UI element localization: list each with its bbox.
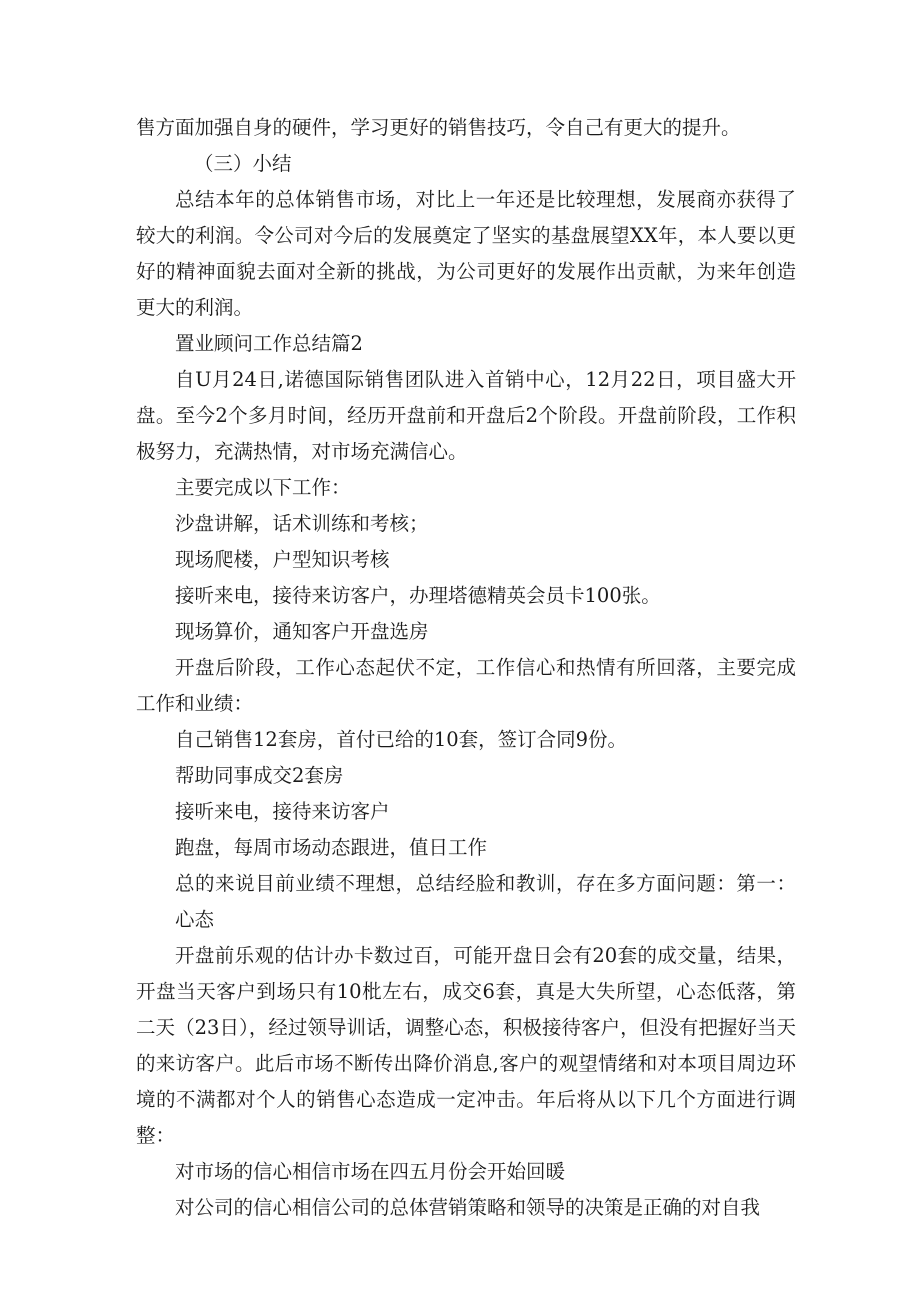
- article-title: 置业顾问工作总结篇2: [175, 332, 363, 355]
- paragraph: 自U月24日,诺德国际销售团队进入首销中心，12月22日，项目盛大开盘。至今2个多月时间，经历开盘前和开盘后2个阶段。开盘前阶段，工作积极努力，充满热情，对市场充满信心。: [136, 368, 796, 463]
- list-item: 接听来电，接待来访客户，办理塔德精英会员卡100张。: [175, 584, 661, 607]
- section-heading: （三）小结: [194, 152, 292, 175]
- list-item: 沙盘讲解，话术训练和考核；: [175, 512, 429, 535]
- list-item: 对市场的信心相信市场在四五月份会开始回暖: [175, 1160, 566, 1183]
- paragraph: 开盘前乐观的估计办卡数过百，可能开盘日会有20套的成交量，结果，开盘当天客户到场只有10枇左右，成交6套，真是大失所望，心态低落，第二天（23日），经过领导训话，调整心态，积极接待客户，但没有把握好当天的来访客户。此后市场不断传出降价消息,客户的观望情绪和对本项目周边环境的不满都对个人的销售心态造成一定冲击。年后将从以下几个方面进行调整：: [136, 944, 796, 1147]
- list-item: 接听来电，接待来访客户: [175, 800, 390, 823]
- paragraph: 总结本年的总体销售市场，对比上一年还是比较理想，发展商亦获得了较大的利润。令公司对今后的发展奠定了坚实的基盘展望XX年，本人要以更好的精神面貌去面对全新的挑战，为公司更好的发展作出贡献，为来年创造更大的利润。: [136, 188, 796, 319]
- paragraph: 售方面加强自身的硬件，学习更好的销售技巧，令自己有更大的提升。: [136, 116, 741, 139]
- list-item: 跑盘，每周市场动态跟进，值日工作: [175, 836, 488, 859]
- paragraph: 总的来说目前业绩不理想，总结经脸和教训，存在多方面问题：第一：心态: [175, 872, 796, 931]
- paragraph: 对公司的信心相信公司的总体营销策略和领导的决策是正确的对自我: [175, 1196, 761, 1219]
- list-item: 帮助同事成交2套房: [175, 764, 344, 787]
- list-item: 现场爬楼，户型知识考核: [175, 548, 390, 571]
- paragraph: 开盘后阶段，工作心态起伏不定，工作信心和热情有所回落，主要完成工作和业绩：: [136, 656, 796, 715]
- paragraph: 主要完成以下工作：: [175, 476, 351, 499]
- list-item: 自己销售12套房，首付已给的10套，签订合同9份。: [175, 728, 628, 751]
- list-item: 现场算价，通知客户开盘选房: [175, 620, 429, 643]
